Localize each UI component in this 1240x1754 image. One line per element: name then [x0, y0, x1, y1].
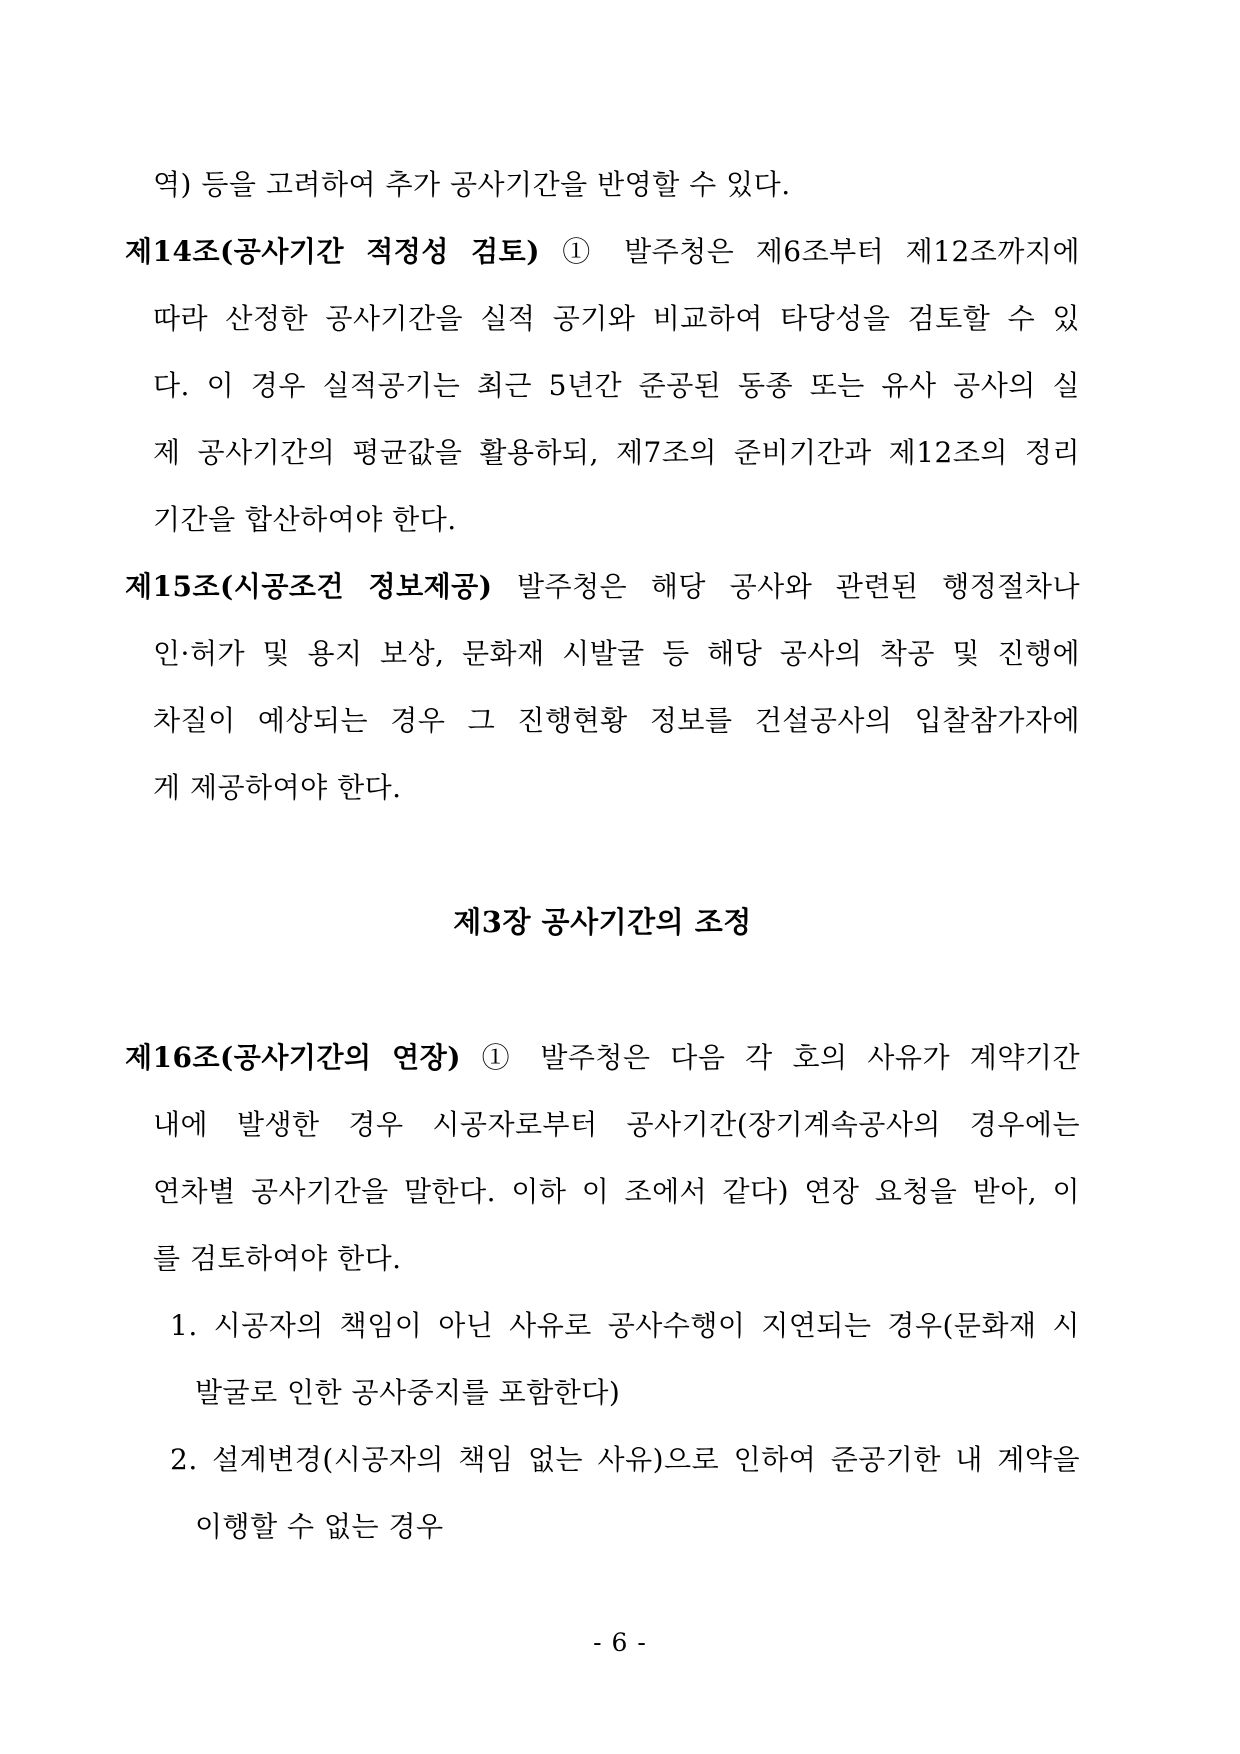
document-body [125, 151, 1080, 1560]
text-line [125, 1359, 1080, 1426]
line-text: 발굴로 인한 공사중지를 포함한다) [195, 1376, 621, 1409]
text-line [125, 553, 1080, 620]
text-line [125, 620, 1080, 687]
text-line [125, 1091, 1080, 1158]
line-text: 1. 시공자의 책임이 아닌 사유로 공사수행이 지연되는 경우(문화재 시 [170, 1309, 1080, 1342]
line-text: 제 공사기간의 평균값을 활용하되, 제7조의 준비기간과 제12조의 정리 [153, 436, 1080, 469]
line-text: ① 발주청은 제6조부터 제12조까지에 [562, 235, 1080, 268]
text-line [125, 1493, 1080, 1560]
text-line [125, 1426, 1080, 1493]
text-line [125, 687, 1080, 754]
line-text: 인·허가 및 용지 보상, 문화재 시발굴 등 해당 공사의 착공 및 진행에 [153, 637, 1080, 670]
text-line [125, 285, 1080, 352]
line-text: 이행할 수 없는 경우 [195, 1510, 444, 1543]
line-text: 역) 등을 고려하여 추가 공사기간을 반영할 수 있다. [153, 168, 791, 201]
text-line [125, 419, 1080, 486]
text-line [125, 889, 1080, 956]
text-line [125, 1024, 1080, 1091]
page-number: - 6 - [593, 1628, 647, 1657]
line-text: 2. 설계변경(시공자의 책임 없는 사유)으로 인하여 준공기한 내 계약을 [170, 1443, 1080, 1476]
text-line [125, 218, 1080, 285]
line-text: 제3장 공사기간의 조정 [453, 905, 752, 939]
line-text: 따라 산정한 공사기간을 실적 공기와 비교하여 타당성을 검토할 수 있 [153, 302, 1080, 335]
article-title: 제14조(공사기간 적정성 검토) [125, 235, 563, 268]
text-line [125, 754, 1080, 821]
text-line [125, 1225, 1080, 1292]
line-text: 기간을 합산하여야 한다. [153, 503, 457, 536]
article-title: 제16조(공사기간의 연장) [125, 1041, 482, 1074]
line-text: 내에 발생한 경우 시공자로부터 공사기간(장기계속공사의 경우에는 [153, 1108, 1080, 1141]
line-text: 를 검토하여야 한다. [153, 1242, 402, 1275]
text-line [125, 486, 1080, 553]
line-text: 차질이 예상되는 경우 그 진행현황 정보를 건설공사의 입찰참가자에 [153, 704, 1080, 737]
line-text: 게 제공하여야 한다. [153, 771, 402, 804]
line-text: ① 발주청은 다음 각 호의 사유가 계약기간 [481, 1041, 1080, 1074]
line-text: 다. 이 경우 실적공기는 최근 5년간 준공된 동종 또는 유사 공사의 실 [153, 369, 1080, 402]
text-line [125, 151, 1080, 218]
text-line [125, 352, 1080, 419]
line-text: 연차별 공사기간을 말한다. 이하 이 조에서 같다) 연장 요청을 받아, 이 [153, 1175, 1080, 1208]
text-line [125, 1158, 1080, 1225]
text-line [125, 1292, 1080, 1359]
article-title: 제15조(시공조건 정보제공) [125, 570, 517, 603]
line-text: 발주청은 해당 공사와 관련된 행정절차나 [516, 570, 1080, 603]
